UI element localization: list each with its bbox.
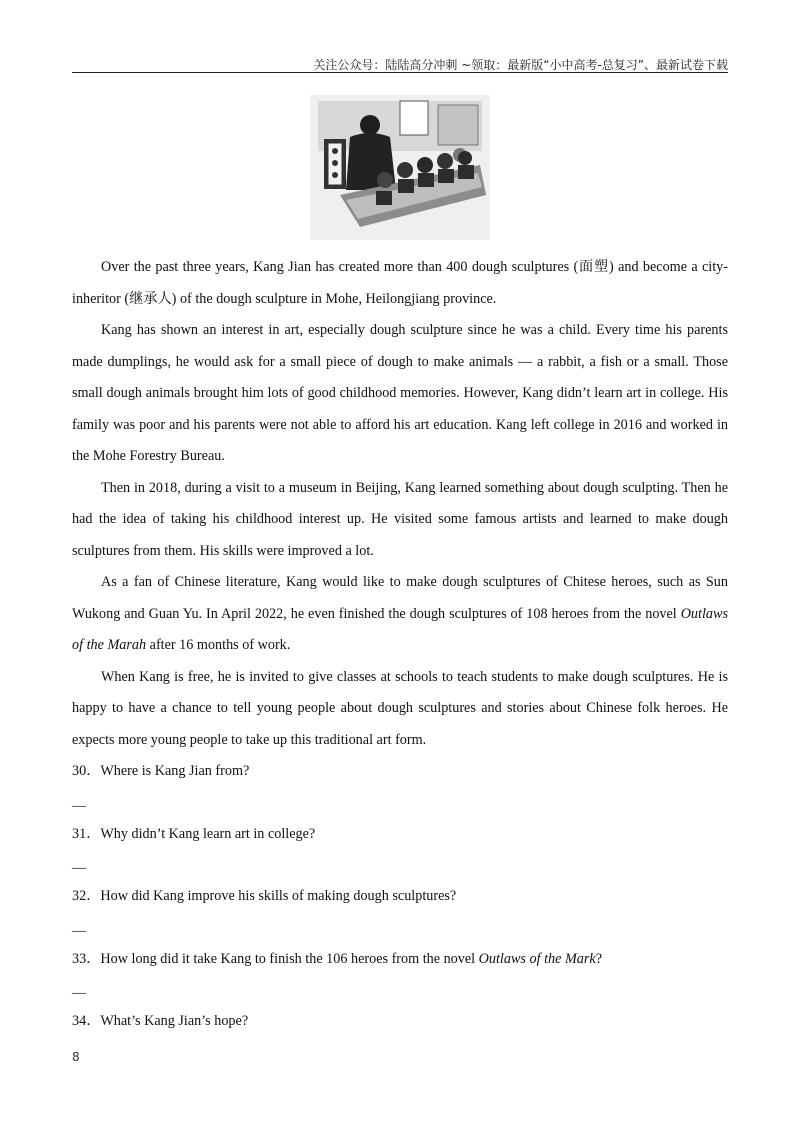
question-33 (72, 944, 728, 976)
question-31: 31．Why didn’t Kang learn art in college? (72, 825, 316, 842)
paragraph-2: Kang has shown an interest in art, especially dough sculpture since he was a child. Every time his parents made dumplings, he would ask for a small piece of dough to make animals — a rabbit, a fish or a small. Those small dough animals brought him lots of good childhood memories. However, Kang didn’t learn art in college. His family was poor and his parents were not able to afford his art education. Kang left college in 2016 and worked in the Mohe Forestry Bureau. (72, 322, 728, 464)
question-32: 32．How did Kang improve his skills of making dough sculptures? (72, 888, 457, 904)
answer-blank-30[interactable]: __ (72, 793, 86, 809)
page-header: 关注公众号：陆陆高分冲刺 ~领取：最新版“小中高考-总复习”、最新试卷下载 (313, 58, 728, 72)
paragraph-4-end: after 16 months of work. (146, 637, 291, 653)
question-33-text: 33．How long did it take Kang to finish the 106 heroes from the novel (72, 950, 479, 967)
paragraph-4 (72, 567, 728, 662)
answer-blank-31[interactable]: __ (72, 856, 86, 871)
answer-blank-33[interactable]: __ (72, 981, 86, 996)
novel-title: Outlaws of the Marah (72, 605, 728, 653)
question-34: 34．What’s Kang Jian’s hope? (72, 1013, 249, 1029)
question-30: 30．Where is Kang Jian from? (72, 763, 250, 779)
article-body (72, 252, 728, 1038)
question-33-novel-title: Outlaws of the Mark (478, 950, 596, 967)
paragraph-4-text: As a fan of Chinese literature, Kang would like to make dough sculptures of Chitese heroes, such as Sun Wukong and Guan Yu. In April 2022, he even finished the dough sculptures of 108 heroes from the novel (72, 574, 728, 622)
paragraph-1: Over the past three years, Kang Jian has created more than 400 dough sculptures (面塑) and become a city-inheritor (继承人) of the dough sculpture in Mohe, Heilongjiang province. (72, 259, 728, 307)
paragraph-3: Then in 2018, during a visit to a museum in Beijing, Kang learned something about dough sculpting. Then he had the idea of taking his childhood interest up. He visited some famous artists and learned to make dough sculptures from them. His skills were improved a lot. (72, 479, 728, 559)
classroom-photo (310, 95, 490, 240)
answer-blank-32[interactable]: __ (72, 918, 86, 934)
paragraph-5: When Kang is free, he is invited to give classes at schools to teach students to make dough sculptures. He is happy to have a chance to tell young people about dough sculptures and stories about Chinese folk heroes. He expects more young people to take up this traditional art form. (72, 668, 728, 748)
page-number: 8 (72, 1050, 80, 1064)
header-divider (72, 72, 728, 73)
question-33-end: ? (595, 950, 602, 967)
